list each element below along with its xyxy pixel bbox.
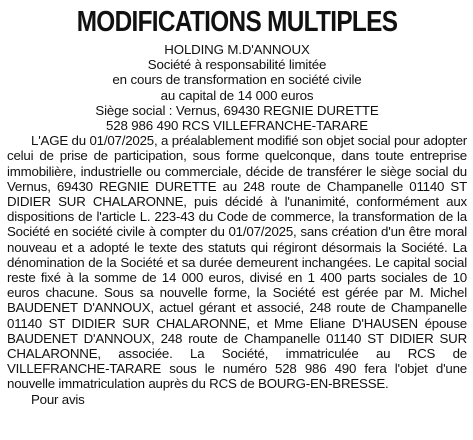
company-registered-office: Siège social : Vernus, 69430 REGNIE DURETTE	[95, 102, 379, 118]
company-name: HOLDING M.D'ANNOUX	[164, 42, 310, 57]
company-registration-number: 528 986 490 RCS VILLEFRANCHE-TARARE	[105, 118, 369, 134]
notice-body	[7, 133, 467, 407]
company-header	[7, 42, 467, 133]
company-capital: au capital de 14 000 euros	[160, 87, 314, 103]
company-legal-form: Société à responsabilité limitée	[147, 57, 327, 73]
company-transformation-status: en cours de transformation en société civile	[112, 72, 362, 88]
notice-closing: Pour avis	[31, 391, 85, 407]
notice-title: MODIFICATIONS MULTIPLES	[76, 6, 398, 38]
notice-body-paragraph: L'AGE du 01/07/2025, a préalablement modifié son objet social pour adopter celui de prise de participation, sous forme quelconque, dans toute entreprise immobilière, industrielle ou commerciale, décide de transférer le siège social du Vernus, 69430 REGNIE DURETTE au 248 route de Champanelle 01140 ST DIDIER SUR CHALARONNE, puis décidé à l'unanimité, conformément aux dispositions de l'article L. 223-43 du Code de commerce, la transformation de la Société en société civile à compter du 01/07/2025, sans création d'un être moral nouveau et a adopté le texte des statuts qui régiront désormais la Société. La dénomination de la Société et sa durée demeurent inchangées. Le capital social reste fixé à la somme de 14 000 euros, divisé en 1 400 parts sociales de 10 euros chacune. Sous sa nouvelle forme, la Société est gérée par M. Michel BAUDENET D'ANNOUX, actuel gérant et associé, 248 route de Champanelle 01140 ST DIDIER SUR CHALARONNE, et Mme Eliane D'HAUSEN épouse BAUDENET D'ANNOUX, 248 route de Champanelle 01140 ST DIDIER SUR CHALARONNE, associée. La Société, immatriculée au RCS de VILLEFRANCHE-TARARE sous le numéro 528 986 490 fera l'objet d'une nouvelle immatriculation auprès du RCS de BOURG-EN-BRESSE.	[7, 133, 467, 392]
